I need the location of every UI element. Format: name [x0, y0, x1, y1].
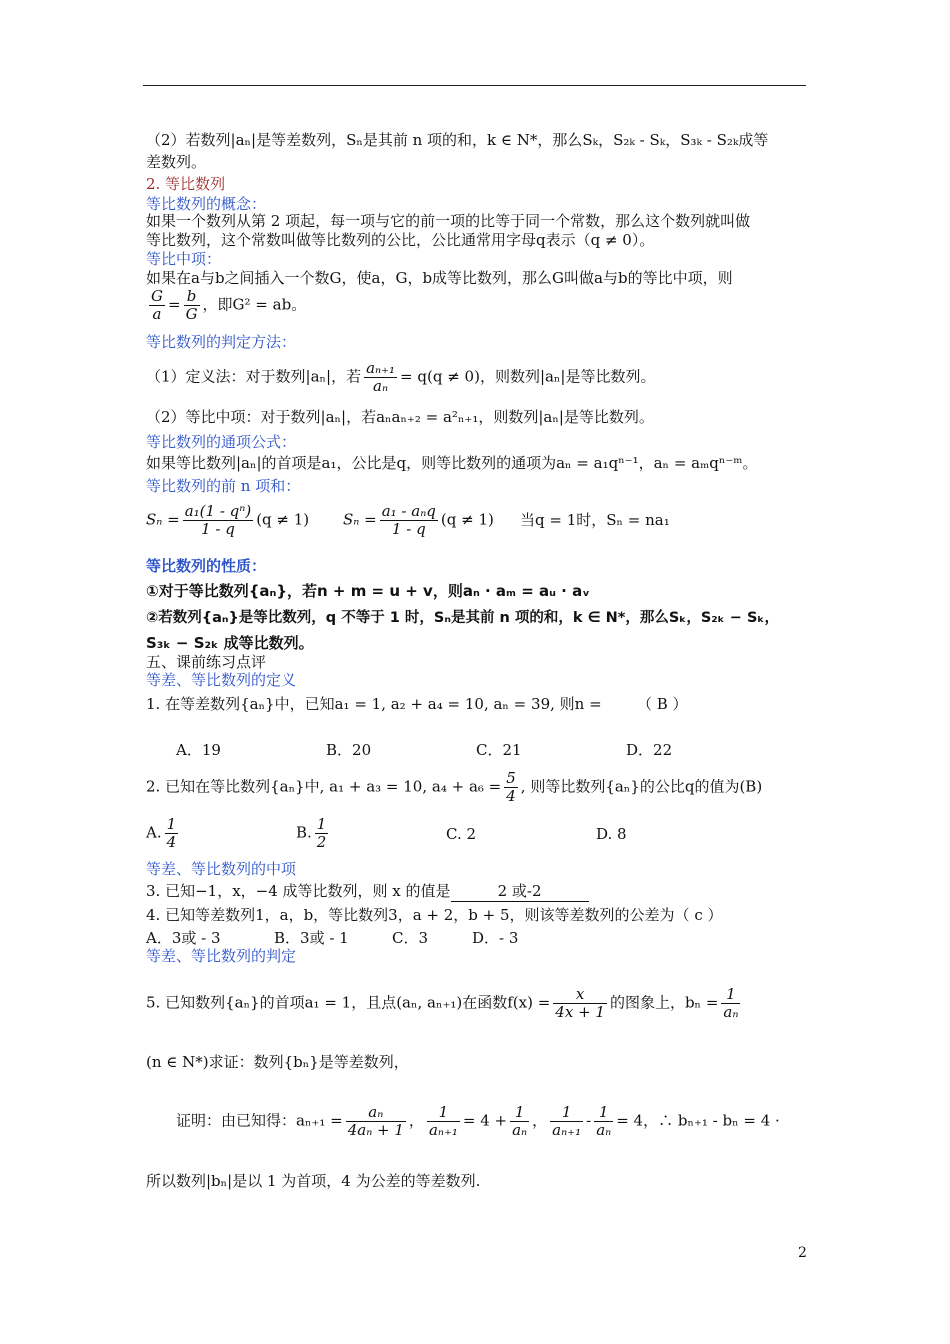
proof-fraction-3: $\frac{1}{\text{aₙ}}$ — [512, 1103, 528, 1139]
q1-option-d: D．22 — [626, 741, 673, 759]
q4-option-a: A．3或 - 3 — [146, 929, 221, 947]
question-4-options — [146, 928, 518, 948]
middle-term-title: 等比中项： — [146, 250, 222, 268]
property-2-line1: ②若数列{aₙ}是等比数列，q 不等于 1 时，Sₙ是其前 n 项的和，k ∈ N*，那么Sₖ，S₂ₖ − Sₖ， — [146, 610, 779, 626]
q4-option-d: D．- 3 — [472, 929, 519, 947]
question-2: 2. 已知在等比数列{aₙ}中, a₁ + a₃ = 10, a₄ + a₆ = $\frac{5}{4}$ , 则等比数列{aₙ}的公比q的值为(B) — [146, 769, 763, 805]
question-5-line2: (n ∈ N*)求证：数列{bₙ}是等差数列， — [146, 1053, 409, 1071]
header-rule — [143, 85, 806, 86]
question-4: 4. 已知等差数列1，a，b，等比数列3，a + 2，b + 5，则该等差数列的公差为（ c ） — [146, 906, 723, 924]
proof-conclusion: 所以数列|bₙ|是以 1 为首项，4 为公差的等差数列. — [146, 1172, 481, 1190]
proof-fraction-2: $\frac{1}{\text{aₙ₊₁}}$ — [428, 1103, 458, 1139]
question-3-answer: 2 或-2 — [451, 881, 589, 902]
arith-property-2-line1: （2）若数列|aₙ|是等差数列，Sₙ是其前 n 项的和，k ∈ N*，那么Sₖ，S₂ₖ - Sₖ，S₃ₖ - S₂ₖ成等 — [146, 131, 769, 149]
question-1-options — [176, 740, 776, 760]
q2-option-b: B. $\frac{1}{2}$ — [296, 815, 327, 851]
fraction-sum-2: $\frac{\text{a₁ - aₙq}}{1 - q}$ — [381, 502, 436, 538]
q1-option-a: A．19 — [176, 741, 221, 759]
proof-line: 证明：由已知得：aₙ₊₁ = $\frac{\text{aₙ}}{\text{4aₙ + 1}}$ ， $\frac{1}{\text{aₙ₊₁}}$ = 4 + $\frac{1}{\text{aₙ}}$ ， $\frac{1}{\text{aₙ₊₁}}$ - $\frac{1}{\text{aₙ}}$ = 4，∴ bₙ₊₁ - bₙ = 4 · — [176, 1103, 780, 1139]
judge-title: 等比数列的判定方法： — [146, 333, 297, 351]
concept-title: 等比数列的概念： — [146, 195, 267, 213]
property-2-line2: S₃ₖ − S₂ₖ 成等比数列。 — [146, 634, 314, 652]
question-1: 1. 在等差数列{aₙ}中，已知a₁ = 1, a₂ + a₄ = 10, aₙ = 39, 则n = — [146, 695, 602, 713]
practice-subheading-middle: 等差、等比数列的中项 — [146, 860, 297, 878]
q2-option-c: C. 2 — [446, 824, 477, 843]
q1-option-b: B．20 — [326, 741, 372, 759]
concept-line-2: 等比数列，这个常数叫做等比数列的公比，公比通常用字母q表示（q ≠ 0）。 — [146, 231, 655, 249]
question-2-options — [146, 816, 746, 851]
sum-formula-1: Sₙ = $\frac{\text{a₁(1 - qⁿ)}}{1 - q}$ (q ≠ 1) — [146, 502, 310, 538]
general-term-title: 等比数列的通项公式： — [146, 433, 297, 451]
judge-middle-term: （2）等比中项：对于数列|aₙ|，若aₙaₙ₊₂ = a²ₙ₊₁，则数列|aₙ|是等比数列。 — [146, 408, 654, 426]
proof-fraction-1: $\frac{\text{aₙ}}{\text{4aₙ + 1}}$ — [347, 1103, 404, 1139]
judge-definition: （1）定义法：对于数列|aₙ|，若 $\frac{\text{aₙ₊₁}}{\text{aₙ}}$ = q(q ≠ 0)，则数列|aₙ|是等比数列。 — [146, 359, 656, 395]
fraction-function: $\frac{x}{4x + 1}$ — [555, 985, 605, 1021]
middle-term-formula: $\frac{G}{a}$ = $\frac{b}{G}$ ，即G² = ab。 — [151, 287, 307, 323]
q4-option-b: B．3或 - 1 — [274, 929, 349, 947]
q2-option-a: A. $\frac{1}{4}$ — [146, 815, 177, 851]
property-title: 等比数列的性质： — [146, 557, 267, 575]
practice-subheading-definition: 等差、等比数列的定义 — [146, 671, 297, 689]
practice-subheading-judge: 等差、等比数列的判定 — [146, 947, 297, 965]
proof-fraction-4: $\frac{1}{\text{aₙ₊₁}}$ — [552, 1103, 582, 1139]
fraction-five-quarters: $\frac{5}{4}$ — [506, 769, 516, 805]
general-term-line: 如果等比数列|aₙ|的首项是a₁，公比是q，则等比数列的通项为aₙ = a₁qⁿ⁻¹，aₙ = aₘqⁿ⁻ᵐ。 — [146, 454, 758, 472]
sum-formula-q-equals-1: 当q = 1时，Sₙ = na₁ — [520, 511, 670, 529]
fraction-ratio: $\frac{\text{aₙ₊₁}}{\text{aₙ}}$ — [366, 359, 396, 395]
fraction-sum-1: $\frac{\text{a₁(1 - qⁿ)}}{1 - q}$ — [184, 502, 252, 538]
middle-term-line-1: 如果在a与b之间插入一个数G，使a，G，b成等比数列，那么G叫做a与b的等比中项，则 — [146, 269, 733, 287]
fraction-b-over-g: $\frac{b}{G}$ — [185, 287, 198, 323]
sum-title: 等比数列的前 n 项和： — [146, 477, 301, 495]
practice-heading: 五、课前练习点评 — [146, 653, 267, 671]
sum-formula-2: Sₙ = $\frac{\text{a₁ - aₙq}}{1 - q}$ (q ≠ 1) — [343, 502, 494, 538]
question-5-line1: 5. 已知数列{aₙ}的首项a₁ = 1，且点(aₙ, aₙ₊₁)在函数f(x) = $\frac{x}{4x + 1}$ 的图象上，bₙ = $\frac{1}{\text{aₙ}}$ — [146, 985, 739, 1021]
concept-line-1: 如果一个数列从第 2 项起，每一项与它的前一项的比等于同一个常数，那么这个数列就叫做 — [146, 212, 751, 230]
question-3: 3. 已知−1，x，−4 成等比数列，则 x 的值是 2 或-2 — [146, 881, 589, 902]
q4-option-c: C．3 — [392, 929, 429, 947]
proof-fraction-5: $\frac{1}{\text{aₙ}}$ — [596, 1103, 612, 1139]
property-1: ①对于等比数列{aₙ}，若n + m = u + v，则aₙ · aₘ = aᵤ · aᵥ — [146, 582, 590, 600]
q2-option-d: D. 8 — [596, 824, 627, 843]
page-number: 2 — [798, 1245, 807, 1261]
arith-property-2-line2: 差数列。 — [146, 153, 207, 171]
q1-option-c: C．21 — [476, 741, 522, 759]
fraction-b-n: $\frac{1}{\text{aₙ}}$ — [723, 985, 739, 1021]
question-1-answer: （ B ） — [637, 695, 688, 713]
fraction-g-over-a: $\frac{G}{a}$ — [151, 287, 163, 323]
section-heading-geometric: 2. 等比数列 — [146, 175, 226, 193]
